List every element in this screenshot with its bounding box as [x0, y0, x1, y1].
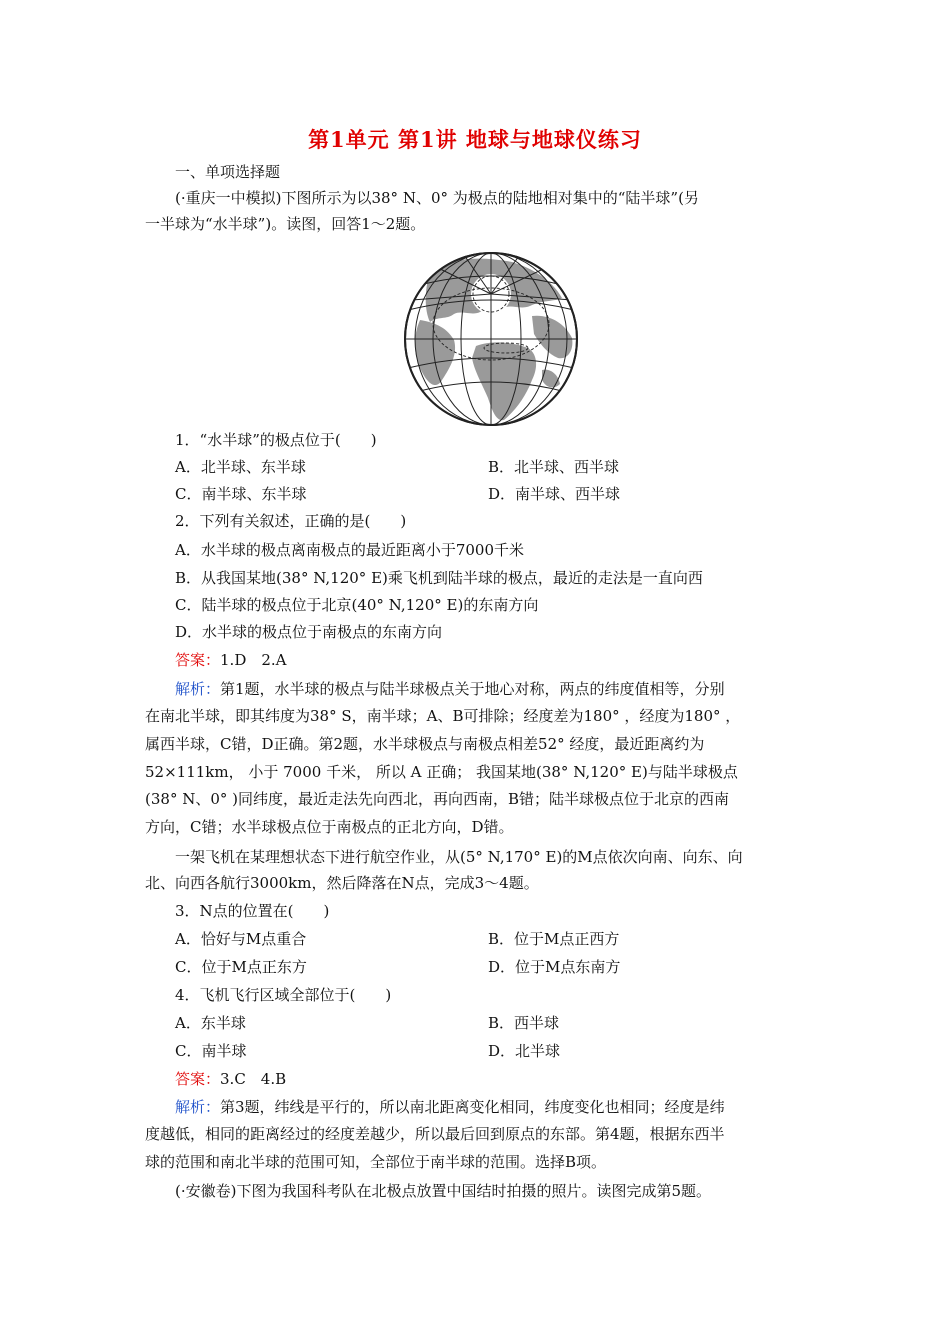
question-1-stem: 1．“水半球”的极点位于( ): [175, 431, 377, 449]
analysis-text: 第3题，纬线是平行的，所以南北距离变化相同，纬度变化也相同；经度是纬: [220, 1098, 725, 1116]
question-1-option-c: C．南半球、东半球: [175, 485, 307, 503]
question-2-option-c: C．陆半球的极点位于北京(40° N,120° E)的东南方向: [175, 596, 539, 614]
question-4-option-a: A．东半球: [175, 1014, 246, 1032]
analysis-1-line-6: 方向，C错；水半球极点位于南极点的正北方向，D错。: [145, 818, 514, 836]
question-3-stem: 3．N点的位置在( ): [175, 902, 330, 920]
question-3-option-a: A．恰好与M点重合: [175, 930, 307, 948]
question-4-option-b: B．西半球: [488, 1014, 560, 1032]
intro-2-line-2: 北、向西各航行3000km，然后降落在N点，完成3～4题。: [145, 874, 539, 892]
answer-1: [175, 650, 287, 670]
intro-3: (·安徽卷)下图为我国科考队在北极点放置中国结时拍摄的照片。读图完成第5题。: [175, 1182, 712, 1200]
answer-text: 3.C 4.B: [220, 1070, 287, 1088]
analysis-label: 解析：: [175, 680, 221, 698]
analysis-2-line-2: 度越低，相同的距离经过的经度差越少，所以最后回到原点的东部。第4题，根据东西半: [145, 1125, 725, 1143]
question-2-option-b: B．从我国某地(38° N,120° E)乘飞机到陆半球的极点，最近的走法是一直向西: [175, 569, 703, 587]
question-3-option-b: B．位于M点正西方: [488, 930, 620, 948]
question-1-option-a: A．北半球、东半球: [175, 458, 306, 476]
analysis-1-line-3: 属西半球，C错，D正确。第2题，水半球极点与南极点相差52° 经度，最近距离约为: [145, 735, 705, 753]
question-4-stem: 4．飞机飞行区域全部位于( ): [175, 986, 392, 1004]
question-2-option-d: D．水半球的极点位于南极点的东南方向: [175, 623, 443, 641]
analysis-1-line-4: 52×111km， 小于 7000 千米， 所以 A 正确； 我国某地(38° N,120° E)与陆半球极点: [145, 763, 738, 781]
answer-2: [175, 1069, 286, 1089]
analysis-text: 第1题，水半球的极点与陆半球极点关于地心对称，两点的纬度值相等，分别: [220, 680, 725, 698]
analysis-label: 解析：: [175, 1098, 221, 1116]
question-3-option-d: D．位于M点东南方: [488, 958, 621, 976]
question-1-option-d: D．南半球、西半球: [488, 485, 621, 503]
answer-label: 答案：: [175, 1070, 221, 1088]
question-3-option-c: C．位于M点正东方: [175, 958, 307, 976]
page-title: 第1单元 第1讲 地球与地球仪练习: [308, 127, 642, 152]
question-2-option-a: A．水半球的极点离南极点的最近距离小于7000千米: [175, 541, 525, 559]
question-2-stem: 2．下列有关叙述，正确的是( ): [175, 512, 407, 530]
question-4-option-c: C．南半球: [175, 1042, 247, 1060]
analysis-1-line-5: (38° N、0° )同纬度，最近走法先向西北，再向西南，B错；陆半球极点位于北京的西南: [145, 790, 730, 808]
intro-2-line-1: 一架飞机在某理想状态下进行航空作业，从(5° N,170° E)的M点依次向南、向东、向: [175, 848, 743, 866]
analysis-1-line-1: [175, 679, 725, 699]
analysis-1-line-2: 在南北半球，即其纬度为38° S，南半球；A、B可排除；经度差为180° ，经度为180° ，: [145, 707, 741, 725]
section-heading: 一、单项选择题: [175, 163, 281, 181]
question-4-option-d: D．北半球: [488, 1042, 561, 1060]
intro-1-line-2: 一半球为“水半球”)。读图，回答1～2题。: [145, 215, 426, 233]
analysis-2-line-3: 球的范围和南北半球的范围可知，全部位于南半球的范围。选择B项。: [145, 1153, 607, 1171]
land-hemisphere-globe-figure: [402, 250, 580, 428]
intro-1-line-1: (·重庆一中模拟)下图所示为以38° N、0° 为极点的陆地相对集中的“陆半球”(另: [175, 189, 699, 207]
answer-label: 答案：: [175, 651, 221, 669]
question-1-option-b: B．北半球、西半球: [488, 458, 620, 476]
analysis-2-line-1: [175, 1097, 725, 1117]
answer-text: 1.D 2.A: [220, 651, 287, 669]
